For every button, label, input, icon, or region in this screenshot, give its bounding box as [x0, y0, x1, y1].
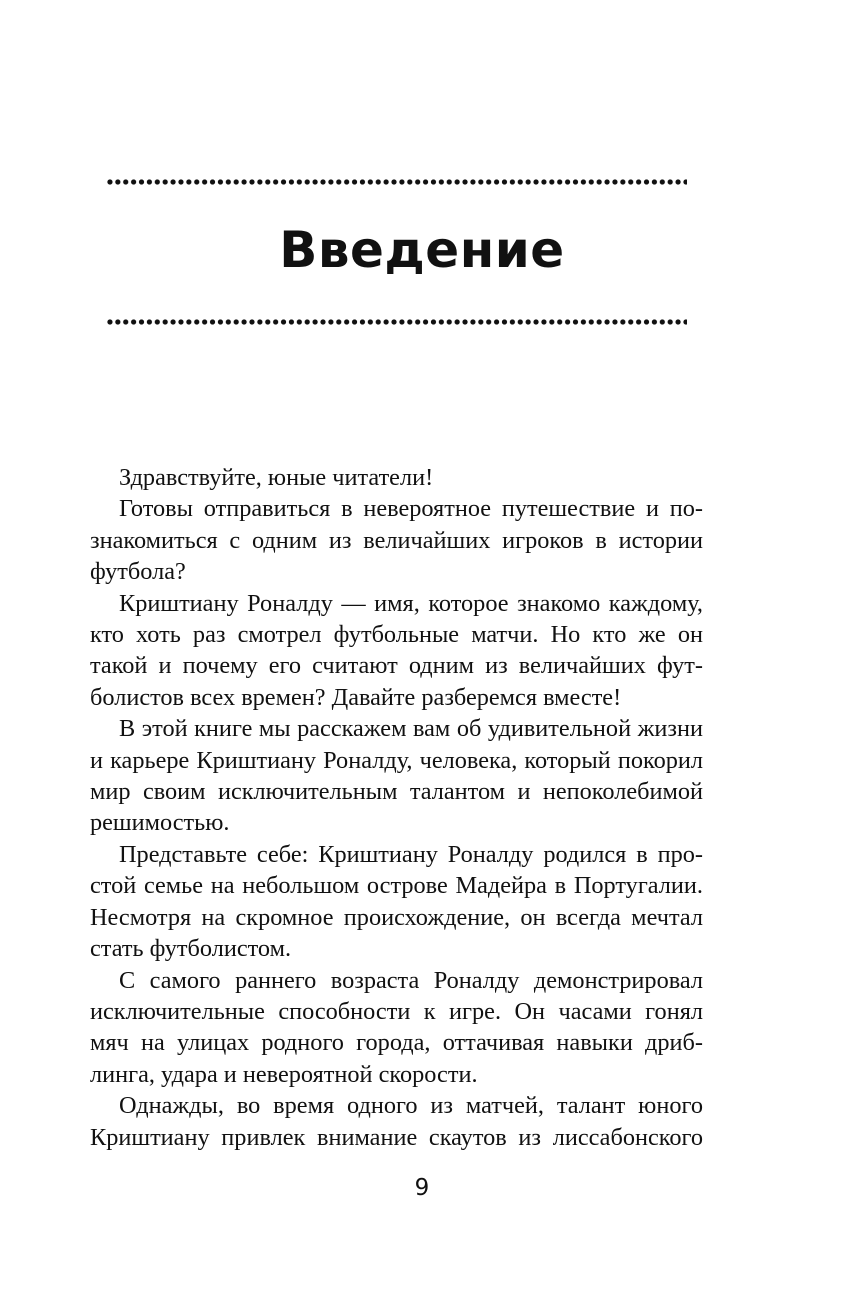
top-dotted-divider	[106, 178, 687, 186]
paragraph: Представьте себе: Криштиану Роналду родился в простой семье на небольшом острове Мадейра в Португалии. Несмотря на скромное происхождение, он всегда мечтал стать футболистом.	[90, 840, 703, 963]
bottom-dotted-divider	[106, 318, 687, 326]
paragraph: Криштиану Роналду — имя, которое знакомо каждому, кто хоть раз смотрел футбольные матчи. Но кто же он такой и почему его считают одним из величайших футболистов всех времен? Давайте разберемся вместе!	[90, 589, 703, 711]
body-text	[90, 462, 703, 1153]
page-number: 9	[414, 1175, 430, 1201]
paragraph: Однажды, во время одного из матчей, талант юного Криштиану привлек внимание скаутов из лиссабонского	[90, 1092, 703, 1151]
paragraph: Здравствуйте, юные читатели!	[119, 464, 434, 491]
paragraph: В этой книге мы расскажем вам об удивительной жизни и карьере Криштиану Роналду, человека, который покорил мир своим исключительным талантом и непоколебимой решимостью.	[90, 715, 703, 837]
paragraph: С самого раннего возраста Роналду демонстрировал исключительные способности к игре. Он часами гонял мяч на улицах родного города, оттачивая навыки дриблинга, удара и невероятной скорости.	[90, 966, 703, 1088]
chapter-title: Введение	[279, 221, 565, 279]
paragraph: Готовы отправиться в невероятное путешествие и познакомиться с одним из величайших игроков в истории футбола?	[90, 495, 703, 586]
